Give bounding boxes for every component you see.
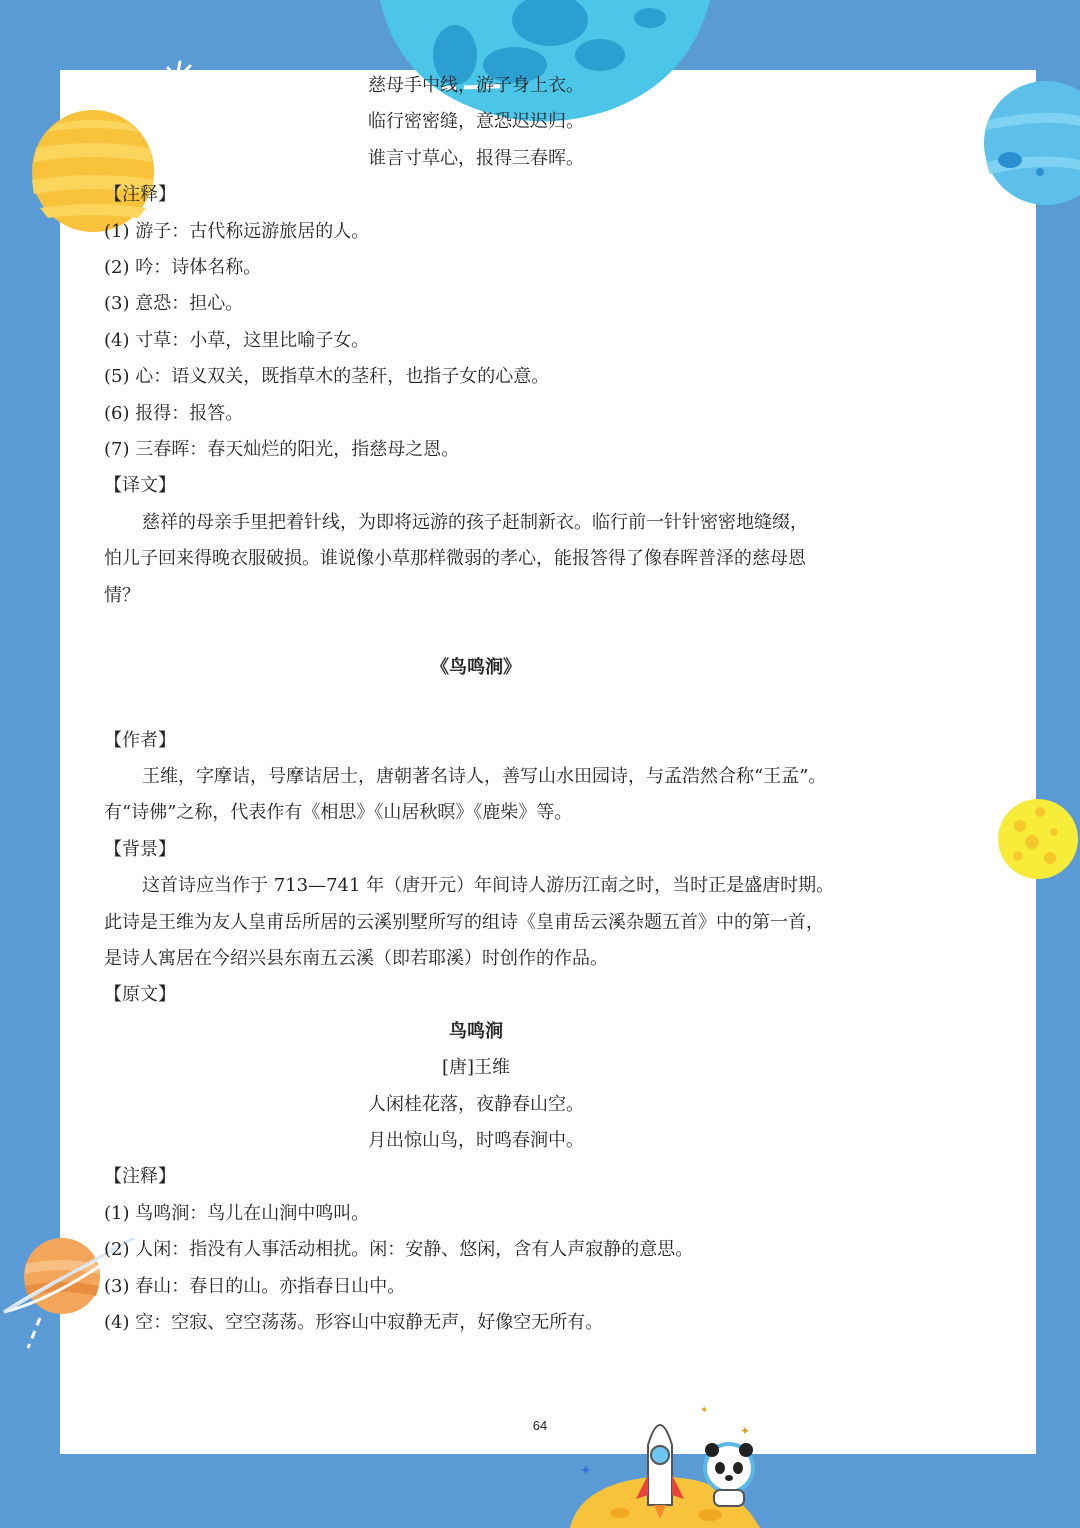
background-line: 是诗人寓居在今绍兴县东南五云溪（即若耶溪）时创作的作品。 <box>104 947 608 969</box>
translation-line: 怕儿子回来得晚衣服破损。谁说像小草那样微弱的孝心，能报答得了像春晖普泽的慈母恩 <box>104 548 806 570</box>
page-number: 64 <box>532 1418 548 1433</box>
notes1-heading: 【注释】 <box>104 184 176 206</box>
document-body <box>104 68 848 1341</box>
author-heading: 【作者】 <box>104 729 176 751</box>
note-item: (7) 三春晖：春天灿烂的阳光，指慈母之恩。 <box>104 439 460 461</box>
poem1-line: 谁言寸草心，报得三春晖。 <box>368 147 584 169</box>
poem2-line: 月出惊山鸟，时鸣春涧中。 <box>368 1129 584 1151</box>
panda-astronaut-icon <box>694 1438 764 1508</box>
note-item: (6) 报得：报答。 <box>104 402 244 424</box>
note-item: (2) 吟：诗体名称。 <box>104 257 262 279</box>
note-item: (4) 寸草：小草，这里比喻子女。 <box>104 329 370 351</box>
original-heading: 【原文】 <box>104 984 176 1006</box>
poem2-line: 人闲桂花落，夜静春山空。 <box>368 1093 584 1115</box>
background-line: 此诗是王维为友人皇甫岳所居的云溪别墅所写的组诗《皇甫岳云溪杂题五首》中的第一首， <box>104 911 824 933</box>
svg-text:✦: ✦ <box>740 1424 751 1438</box>
translation-heading: 【译文】 <box>104 475 176 497</box>
author-line: 王维，字摩诘，号摩诘居士，唐朝著名诗人，善写山水田园诗，与孟浩然合称“王孟”。 <box>142 765 827 787</box>
poem1-line: 慈母手中线，游子身上衣。 <box>368 75 584 96</box>
note-item: (2) 人闲：指没有人事活动相扰。闲：安静、悠闲，含有人声寂静的意思。 <box>104 1239 694 1261</box>
poem2-title: 鸟鸣涧 <box>449 1020 503 1042</box>
note-item: (1) 鸟鸣涧：鸟儿在山涧中鸣叫。 <box>104 1202 370 1224</box>
background-heading: 【背景】 <box>104 838 176 860</box>
translation-line: 慈祥的母亲手里把着针线，为即将远游的孩子赶制新衣。临行前一针针密密地缝缀， <box>142 511 808 533</box>
note-item: (3) 春山：春日的山。亦指春日山中。 <box>104 1275 406 1297</box>
note-item: (1) 游子：古代称远游旅居的人。 <box>104 220 370 242</box>
note-item: (5) 心：语义双关，既指草木的茎秆，也指子女的心意。 <box>104 366 550 388</box>
note-item: (4) 空：空寂、空空荡荡。形容山中寂静无声，好像空无所有。 <box>104 1312 604 1333</box>
note-item: (3) 意恐：担心。 <box>104 293 244 315</box>
poem2-author: [唐]王维 <box>441 1057 511 1079</box>
translation-line: 情？ <box>104 584 140 606</box>
background-line: 这首诗应当作于 713—741 年（唐开元）年间诗人游历江南之时，当时正是盛唐时期。 <box>142 875 835 897</box>
svg-text:✦: ✦ <box>700 1405 709 1416</box>
svg-text:✦: ✦ <box>580 1463 592 1479</box>
moon-icon <box>996 798 1080 880</box>
author-line: 有“诗佛”之称，代表作有《相思》《山居秋暝》《鹿柴》等。 <box>104 802 573 824</box>
section-title: 《鸟鸣涧》 <box>431 657 521 679</box>
cyan-planet-icon <box>984 80 1080 206</box>
notes2-heading: 【注释】 <box>104 1166 176 1188</box>
poem1-line: 临行密密缝，意恐迟迟归。 <box>368 111 584 133</box>
